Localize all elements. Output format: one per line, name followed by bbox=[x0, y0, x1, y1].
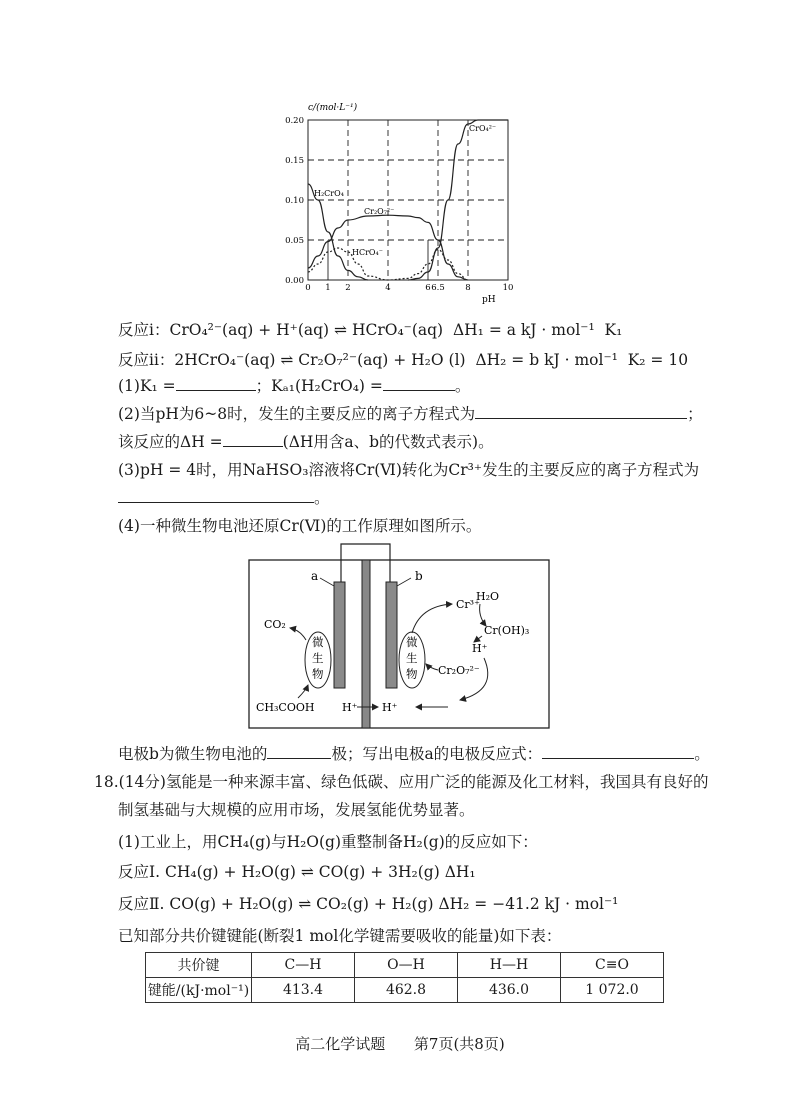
bond-intro: 已知部分共价键键能(断裂1 mol化学键需要吸收的能量)如下表： bbox=[118, 927, 562, 945]
q18-1: (1)工业上，用CH₄(g)与H₂O(g)重整制备H₂(g)的反应如下： bbox=[118, 833, 538, 851]
microbe-left-label: 微生物 bbox=[312, 635, 324, 681]
microbe-right-label: 微生物 bbox=[406, 635, 418, 681]
table-header: H—H bbox=[458, 953, 561, 978]
x-tick-label: 6.5 bbox=[431, 283, 445, 293]
series-line-1 bbox=[308, 184, 368, 280]
electrode-b-label: b bbox=[415, 569, 423, 583]
x-tick-label: 8 bbox=[465, 283, 471, 293]
question-3: (3)pH = 4时，用NaHSO₃溶液将Cr(Ⅵ)转化为Cr³⁺发生的主要反应的离子方程式为 bbox=[118, 461, 700, 479]
question-1: (1)K₁ = ；Kₐ₁(H₂CrO₄) = 。 bbox=[118, 377, 471, 395]
ch3cooh-label: CH₃COOH bbox=[256, 701, 315, 714]
h-plus-right: H⁺ bbox=[382, 701, 398, 714]
answer-blank[interactable] bbox=[176, 375, 256, 391]
x-tick-label: 1 bbox=[325, 283, 331, 293]
table-cell: 436.0 bbox=[458, 978, 561, 1003]
table-header: O—H bbox=[355, 953, 458, 978]
reaction-I: 反应Ⅰ. CH₄(g) + H₂O(g) ⇌ CO(g) + 3H₂(g) ΔH₁ bbox=[118, 863, 476, 881]
label-cr2o7: Cr₂O₇²⁻ bbox=[364, 207, 395, 216]
question-3-answer: 。 bbox=[118, 486, 330, 508]
table-header: 共价键 bbox=[146, 953, 252, 978]
question-2: (2)当pH为6~8时，发生的主要反应的离子方程式为 ； bbox=[118, 405, 703, 423]
label-cro4: CrO₄²⁻ bbox=[469, 124, 497, 133]
x-tick-label: 2 bbox=[345, 283, 351, 293]
electrode-b bbox=[386, 582, 397, 688]
chart-ylabel: c/(mol·L⁻¹) bbox=[308, 103, 358, 113]
page-footer: 高二化学试题 第7页(共8页) bbox=[295, 1035, 505, 1053]
h-plus-left: H⁺ bbox=[342, 701, 358, 714]
y-tick-label: 0.20 bbox=[285, 116, 304, 126]
answer-blank[interactable] bbox=[118, 487, 314, 503]
bond-energy-table bbox=[145, 952, 664, 1003]
y-tick-label: 0.15 bbox=[285, 156, 304, 166]
reaction-ii: 反应ⅱ：2HCrO₄⁻(aq) ⇌ Cr₂O₇²⁻(aq) + H₂O (l) ΔH₂ = b kJ · mol⁻¹ K₂ = 10 bbox=[118, 351, 689, 369]
table-cell: 413.4 bbox=[252, 978, 355, 1003]
q18-title: 18.(14分)氢能是一种来源丰富、绿色低碳、应用广泛的能源及化工材料，我国具有良好的 bbox=[94, 773, 709, 791]
h2o-label: H₂O bbox=[476, 590, 500, 603]
answer-blank[interactable] bbox=[383, 375, 455, 391]
co2-label: CO₂ bbox=[264, 618, 286, 631]
electrode-a-label: a bbox=[311, 569, 319, 583]
x-tick-label: 10 bbox=[502, 283, 514, 293]
x-tick-label: 6 bbox=[425, 283, 431, 293]
table-header: C—H bbox=[252, 953, 355, 978]
answer-blank[interactable] bbox=[267, 743, 331, 759]
table-cell: 1 072.0 bbox=[561, 978, 664, 1003]
question-2b: 该反应的ΔH = (ΔH用含a、b的代数式表示)。 bbox=[118, 433, 494, 451]
electrode-a bbox=[334, 582, 345, 688]
h-plus-product: H⁺ bbox=[472, 642, 488, 655]
table-header: C≡O bbox=[561, 953, 664, 978]
x-tick-label: 4 bbox=[385, 283, 391, 293]
reaction-i: 反应ⅰ：CrO₄²⁻(aq) + H⁺(aq) ⇌ HCrO₄⁻(aq) ΔH₁ = a kJ · mol⁻¹ K₁ bbox=[118, 321, 623, 339]
label-hcro4: HCrO₄⁻ bbox=[352, 248, 383, 257]
table-cell: 键能/(kJ·mol⁻¹) bbox=[146, 978, 252, 1003]
y-tick-label: 0.10 bbox=[285, 196, 304, 206]
croh3-label: Cr(OH)₃ bbox=[484, 624, 530, 637]
answer-blank[interactable] bbox=[223, 431, 283, 447]
chart-ticks bbox=[285, 116, 513, 293]
microbial-cell-diagram bbox=[248, 540, 550, 730]
table-row bbox=[146, 978, 664, 1003]
y-tick-label: 0.00 bbox=[285, 276, 304, 286]
question-4: (4)一种微生物电池还原Cr(Ⅵ)的工作原理如图所示。 bbox=[118, 517, 482, 535]
x-tick-label: 0 bbox=[305, 283, 311, 293]
answer-blank[interactable] bbox=[475, 403, 687, 419]
question-4b: 电极b为微生物电池的 极；写出电极a的电极反应式： 。 bbox=[118, 745, 710, 763]
y-tick-label: 0.05 bbox=[285, 236, 304, 246]
speciation-chart bbox=[280, 98, 540, 308]
cr2o7-label: Cr₂O₇²⁻ bbox=[438, 664, 480, 677]
membrane bbox=[362, 560, 370, 728]
table-header-row bbox=[146, 953, 664, 978]
cr3-label: Cr³⁺ bbox=[456, 598, 480, 611]
table-cell: 462.8 bbox=[355, 978, 458, 1003]
reaction-II: 反应Ⅱ. CO(g) + H₂O(g) ⇌ CO₂(g) + H₂(g) ΔH₂ = −41.2 kJ · mol⁻¹ bbox=[118, 895, 619, 913]
chart-xlabel: pH bbox=[482, 295, 496, 305]
answer-blank[interactable] bbox=[542, 743, 694, 759]
label-h2cro4: H₂CrO₄ bbox=[314, 189, 344, 198]
q18-title-2: 制氢基础与大规模的应用市场，发展氢能优势显著。 bbox=[118, 801, 475, 819]
